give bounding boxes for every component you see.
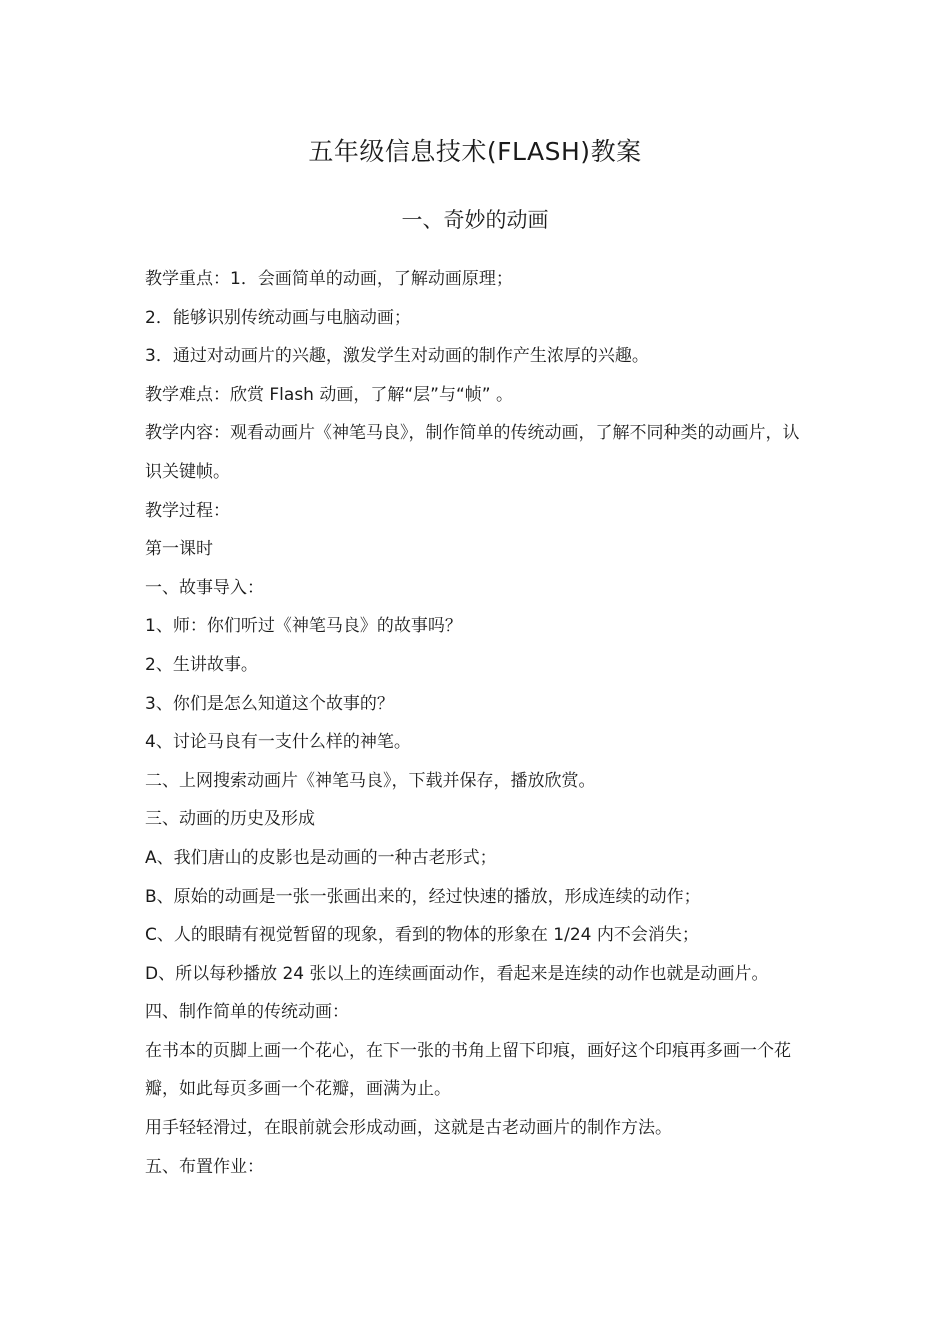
paragraph: 3、你们是怎么知道这个故事的？: [145, 693, 394, 714]
paragraph: 教学内容：观看动画片《神笔马良》，制作简单的传统动画，了解不同种类的动画片，认识关键帧。: [145, 423, 800, 482]
paragraph: 2、生讲故事。: [145, 654, 258, 675]
paragraph: 四、制作简单的传统动画：: [145, 1002, 349, 1023]
document-body: [145, 260, 810, 1186]
paragraph: 3．通过对动画片的兴趣，激发学生对动画的制作产生浓厚的兴趣。: [145, 346, 649, 367]
paragraph: 教学重点：1．会画简单的动画，了解动画原理；: [145, 269, 513, 289]
paragraph: 4、讨论马良有一支什么样的神笔。: [145, 732, 411, 753]
paragraph: 2．能够识别传统动画与电脑动画；: [145, 307, 411, 328]
paragraph: 1、师：你们听过《神笔马良》的故事吗？: [145, 616, 462, 637]
document-title: 五年级信息技术(FLASH)教案: [308, 137, 642, 166]
paragraph: 二、上网搜索动画片《神笔马良》，下载并保存，播放欣赏。: [145, 770, 596, 791]
paragraph: B、原始的动画是一张一张画出来的，经过快速的播放，形成连续的动作；: [145, 886, 701, 907]
paragraph: C、人的眼睛有视觉暂留的现象，看到的物体的形象在 1/24 内不会消失；: [145, 925, 699, 946]
paragraph: 三、动画的历史及形成: [145, 809, 315, 830]
section-heading: 一、奇妙的动画: [401, 208, 549, 232]
paragraph: 第一课时: [145, 539, 213, 560]
paragraph: A、我们唐山的皮影也是动画的一种古老形式；: [145, 847, 497, 868]
paragraph: 五、布置作业：: [145, 1156, 264, 1177]
paragraph: 用手轻轻滑过，在眼前就会形成动画，这就是古老动画片的制作方法。: [145, 1118, 672, 1139]
paragraph: D、所以每秒播放 24 张以上的连续画面动作，看起来是连续的动作也就是动画片。: [145, 963, 769, 984]
paragraph: 教学过程：: [145, 500, 230, 521]
paragraph: 在书本的页脚上画一个花心，在下一张的书角上留下印痕，画好这个印痕再多画一个花瓣，如此每页多画一个花瓣，画满为止。: [145, 1040, 791, 1100]
paragraph: 教学难点：欣赏 Flash 动画，了解“层”与“帧” 。: [145, 384, 513, 405]
paragraph: 一、故事导入：: [145, 577, 264, 598]
